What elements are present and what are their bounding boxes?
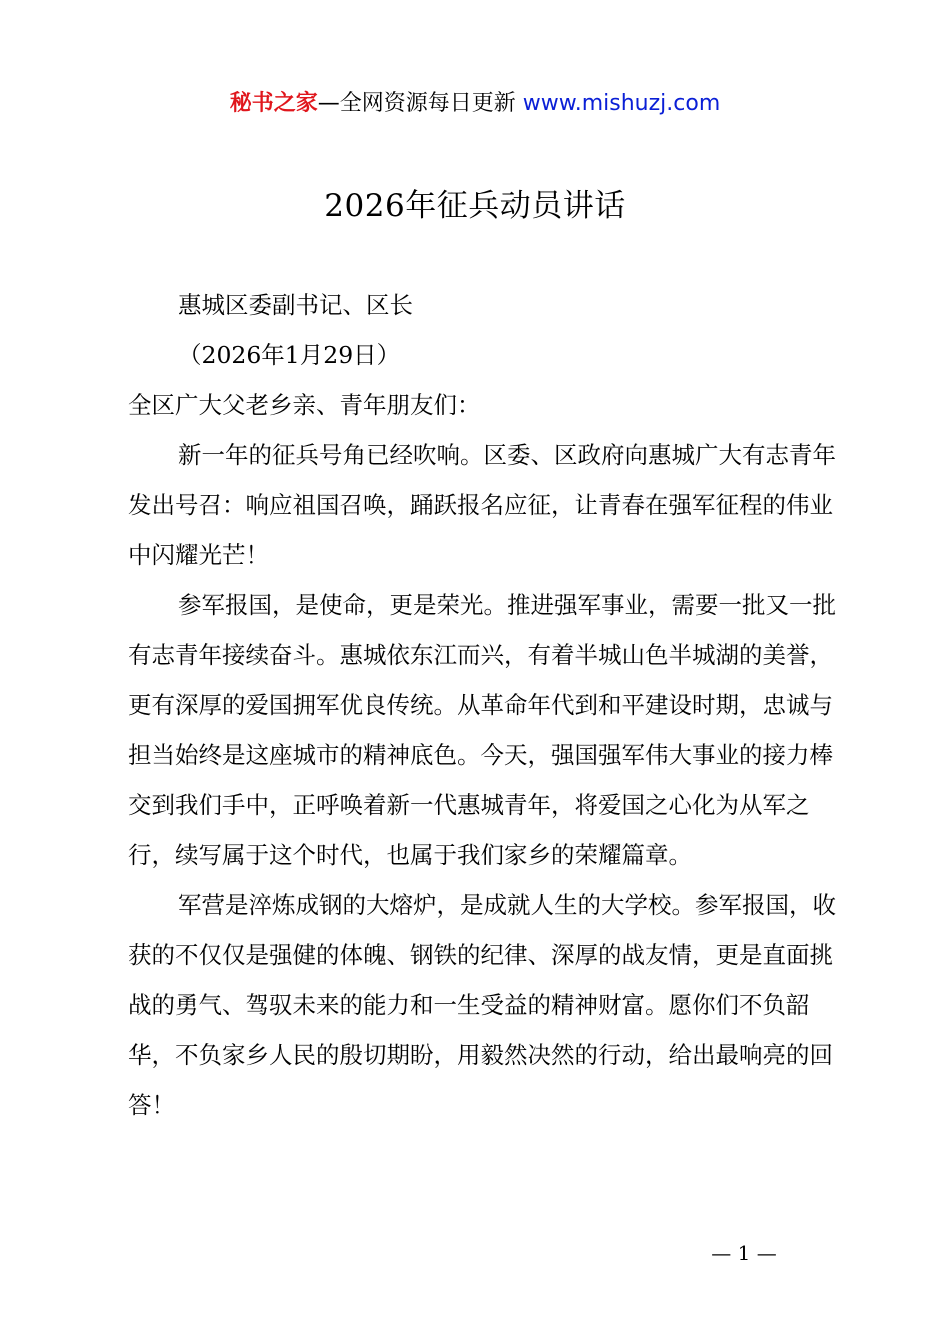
speech-date: （2026年1月29日） [178, 341, 401, 369]
body-paragraph-1: 新一年的征兵号角已经吹响。区委、区政府向惠城广大有志青年发出号召：响应祖国召唤，踊跃报名应征，让青春在强军征程的伟业中闪耀光芒！ [128, 441, 836, 569]
speaker-line: 惠城区委副书记、区长 [178, 291, 413, 319]
document-title: 2026年征兵动员讲话 [324, 188, 626, 224]
header-tagline: —全网资源每日更新 [317, 91, 523, 116]
site-header [0, 88, 950, 120]
brand-name: 秘书之家 [229, 91, 318, 116]
body-paragraph-3: 军营是淬炼成钢的大熔炉，是成就人生的大学校。参军报国，收获的不仅仅是强健的体魄、钢铁的纪律、深厚的战友情，更是直面挑战的勇气、驾驭未来的能力和一生受益的精神财富。愿你们不负韶华，不负家乡人民的殷切期盼，用毅然决然的行动，给出最响亮的回答！ [128, 891, 836, 1119]
page-number: — 1 — [711, 1241, 777, 1265]
body-paragraph-2: 参军报国，是使命，更是荣光。推进强军事业，需要一批又一批有志青年接续奋斗。惠城依东江而兴，有着半城山色半城湖的美誉，更有深厚的爱国拥军优良传统。从革命年代到和平建设时期，忠诚与担当始终是这座城市的精神底色。今天，强国强军伟大事业的接力棒交到我们手中，正呼唤着新一代惠城青年，将爱国之心化为从军之行，续写属于这个时代，也属于我们家乡的荣耀篇章。 [128, 591, 836, 869]
site-url-link[interactable]: www.mishuzj.com [522, 91, 721, 116]
document-body [128, 280, 838, 1130]
salutation: 全区广大父老乡亲、青年朋友们： [128, 391, 481, 419]
